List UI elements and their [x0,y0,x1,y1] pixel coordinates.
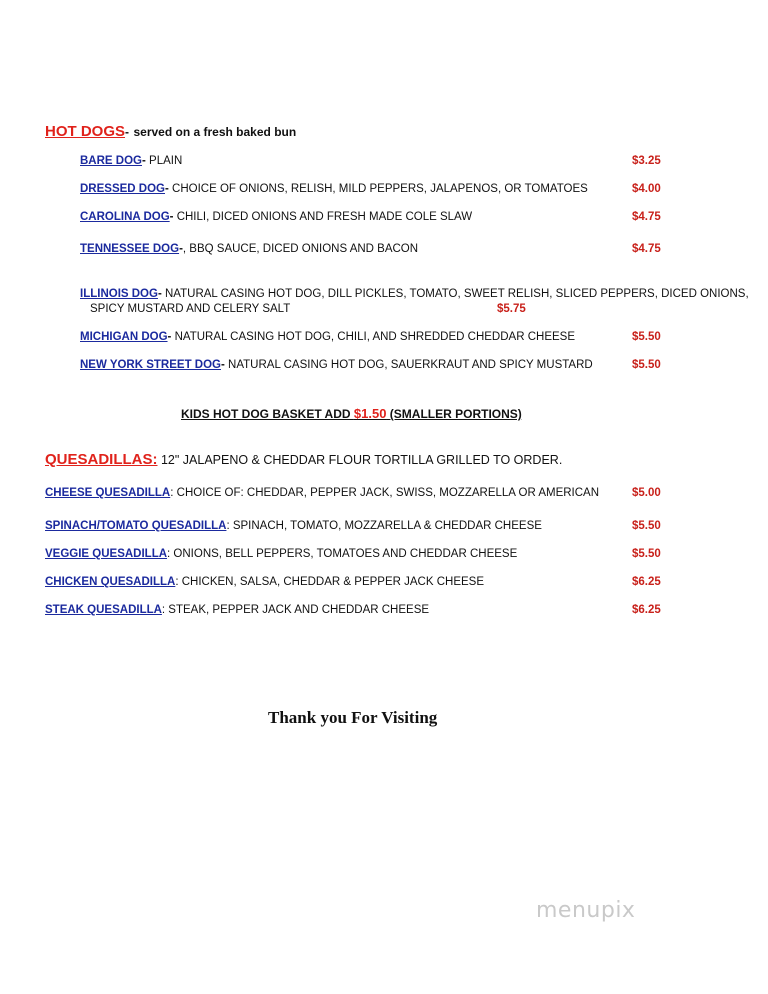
item-desc: NATURAL CASING HOT DOG, DILL PICKLES, TOMATO, SWEET RELISH, SLICED PEPPERS, DICED ONIONS, [161,288,749,300]
item-price: $3.25 [632,155,661,167]
item-desc: NATURAL CASING HOT DOG, CHILI, AND SHREDDED CHEDDAR CHEESE [171,331,576,343]
menu-item-tennessee-dog [80,243,418,255]
item-price: $5.50 [632,331,661,343]
item-name: CHICKEN QUESADILLA [45,576,176,588]
item-desc: : CHOICE OF: CHEDDAR, PEPPER JACK, SWISS, MOZZARELLA OR AMERICAN [170,487,600,499]
menu-item-illinois-dog [80,288,749,300]
menu-item-steak-quesadilla [45,604,429,616]
menu-item-spinach-tomato-quesadilla [45,520,542,532]
menu-item-carolina-dog [80,211,472,223]
item-desc: : ONIONS, BELL PEPPERS, TOMATOES AND CHEDDAR CHEESE [167,548,518,560]
item-name: NEW YORK STREET DOG [80,359,221,371]
quesadillas-title: QUESADILLAS: [45,451,158,468]
menu-item-new-york-street-dog [80,359,593,371]
item-name: BARE DOG [80,155,142,167]
quesadillas-desc: 12" JALAPENO & CHEDDAR FLOUR TORTILLA GRILLED TO ORDER. [157,453,563,467]
kids-basket-prefix: KIDS HOT DOG BASKET ADD [181,407,354,421]
item-desc: : STEAK, PEPPER JACK AND CHEDDAR CHEESE [161,604,430,616]
item-price: $4.75 [632,243,661,255]
item-sep: - [157,288,162,300]
item-desc: PLAIN [145,155,183,167]
item-name: MICHIGAN DOG [80,331,168,343]
item-desc: NATURAL CASING HOT DOG, SAUERKRAUT AND SPICY MUSTARD [224,359,593,371]
menu-item-cheese-quesadilla [45,487,599,499]
item-price: $4.75 [632,211,661,223]
menu-item-bare-dog [80,155,182,167]
item-desc: : SPINACH, TOMATO, MOZZARELLA & CHEDDAR CHEESE [226,520,542,532]
item-name: SPINACH/TOMATO QUESADILLA [45,520,227,532]
item-desc: CHILI, DICED ONIONS AND FRESH MADE COLE SLAW [173,211,473,223]
item-price: $5.50 [632,520,661,532]
item-desc: , BBQ SAUCE, DICED ONIONS AND BACON [182,243,419,255]
item-price: $4.00 [632,183,661,195]
item-price: $6.25 [632,576,661,588]
item-desc-line2: SPICY MUSTARD AND CELERY SALT [90,303,291,315]
hot-dogs-dash: - [125,125,130,139]
item-name: TENNESSEE DOG [80,243,180,255]
item-sep: - [165,183,169,195]
item-sep: - [141,155,146,167]
hot-dogs-heading [45,123,296,141]
item-price: $6.25 [632,604,661,616]
menu-item-chicken-quesadilla [45,576,484,588]
item-sep: - [167,331,172,343]
item-sep: - [179,243,183,255]
item-sep: - [169,211,174,223]
menu-item-michigan-dog [80,331,575,343]
kids-basket-price: $1.50 [353,406,387,421]
item-price: $5.50 [632,548,661,560]
hot-dogs-title: HOT DOGS [45,123,126,140]
thank-you-message: Thank you For Visiting [268,708,438,727]
item-desc: CHOICE OF ONIONS, RELISH, MILD PEPPERS, JALAPENOS, OR TOMATOES [168,183,588,195]
item-desc: : CHICKEN, SALSA, CHEDDAR & PEPPER JACK CHEESE [175,576,485,588]
item-name: CHEESE QUESADILLA [45,487,171,499]
item-name: DRESSED DOG [80,183,165,195]
kids-basket-note [181,406,522,421]
item-name: CAROLINA DOG [80,211,170,223]
menu-item-veggie-quesadilla [45,548,517,560]
item-sep: - [221,359,225,371]
item-price: $5.00 [632,487,661,499]
menu-item-dressed-dog [80,183,588,195]
kids-basket-suffix: (SMALLER PORTIONS) [386,407,522,421]
quesadillas-heading [45,451,562,469]
item-name: ILLINOIS DOG [80,288,158,300]
item-price: $5.50 [632,359,661,371]
watermark-logo: menupix [536,898,636,923]
item-price: $5.75 [497,303,526,315]
item-name: VEGGIE QUESADILLA [45,548,168,560]
hot-dogs-subtitle: served on a fresh baked bun [133,125,297,139]
item-name: STEAK QUESADILLA [45,604,162,616]
